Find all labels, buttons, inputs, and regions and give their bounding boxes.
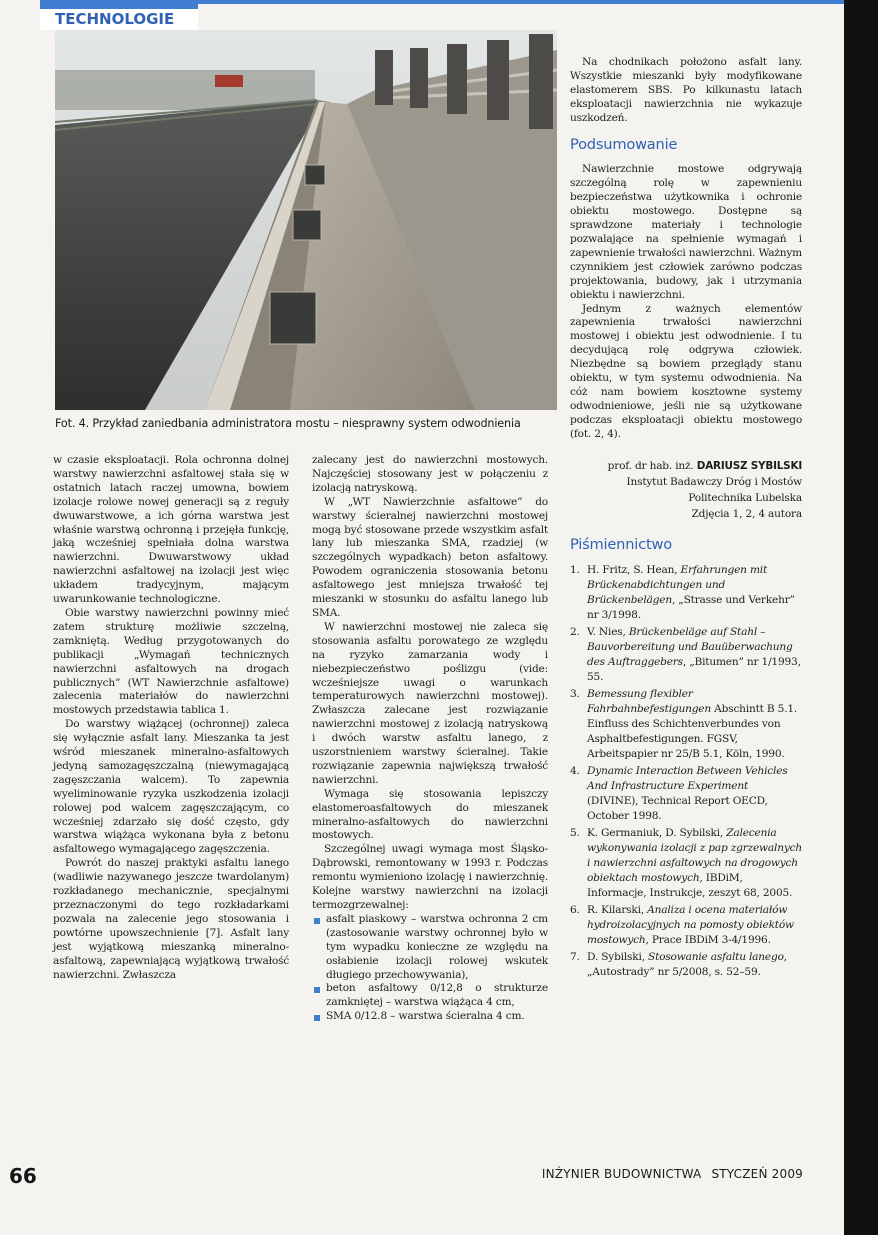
- reference-item: 1. H. Fritz, S. Hean, Erfahrungen mit Brückenabdichtungen und Brückenbelägen, „Strasse und Verkehr” nr 3/1998.: [570, 564, 795, 622]
- text-column-1: [53, 454, 289, 982]
- author-title: prof. dr hab. inż.: [607, 459, 694, 472]
- reference-item: 5. K. Germaniuk, D. Sybilski, Zalecenia wykonywania izolacji z pap zgrzewalnych i nawierzchni asfaltowych na drogowych obiektach mostowych, IBDiM, Informacje, Instrukcje, zeszyt 68, 2005.: [570, 827, 802, 900]
- section-label-text: TECHNOLOGIE: [55, 10, 175, 28]
- paragraph: Nawierzchnie mostowe odgrywają szczególną rolę w zapewnieniu bezpieczeństwa użytkownika i ochronie obiektu mostowego. Dostępne są sprawdzone materiały i technologie pozwalające na spełnienie wymagań i zapewnienie trwałości nawierzchni. Ważnym czynnikiem jest człowiek zarówno podczas projektowania, budowy, jak i utrzymania obiektu i nawierzchni.: [570, 163, 802, 301]
- list-item: SMA 0/12.8 – warstwa ścieralna 4 cm.: [312, 1010, 548, 1024]
- scan-page-edge: [844, 0, 878, 1235]
- text-column-2: [312, 454, 548, 1024]
- magazine-name: INŻYNIER BUDOWNICTWA: [541, 1167, 702, 1181]
- paragraph: W nawierzchni mostowej nie zaleca się stosowania asfaltu porowatego ze względu na ryzyko zamarzania wody i niebezpieczeństwo poślizgu (vide: wcześniejsze uwagi o warunkach temperaturowych nawierzchni mostowej). Zwłaszcza zalecane jest rozwiązanie nawierzchni mostowej z izolacją natryskową i dwóch warstw asfaltu lanego, z uszorstnieniem warstwy ścieralnej. Takie rozwiązanie zapewnia największą trwałość nawierzchni.: [312, 620, 548, 786]
- reference-item: 6. R. Kilarski, Analiza i ocena materiałów hydroizolacyjnych na pomosty obiektów mostowych, Prace IBDiM 3-4/1996.: [570, 904, 794, 947]
- photo-credit: Zdjęcia 1, 2, 4 autora: [691, 507, 802, 520]
- bridge-deck-photo: [55, 30, 557, 410]
- paragraph: Powrót do naszej praktyki asfaltu lanego (wadliwie nazywanego jeszcze twardolanym) rozkładanego mechanicznie, specjalnymi przeznaczonymi do tego rozkładarkami pozwala na zalecenie jego stosowania i powtórne upowszechnienie [7]. Asfalt lany jest wyjątkową mieszanką mineralno-asfaltową, zapewniającą wyjątkową trwałość nawierzchni. Zwłaszcza: [53, 857, 289, 981]
- paragraph: Wymaga się stosowania lepiszczy elastomeroasfaltowych do mieszanek mineralno-asfaltowych do nawierzchni mostowych.: [312, 787, 548, 842]
- text-column-3: [570, 56, 802, 982]
- paragraph: w czasie eksploatacji. Rola ochronna dolnej warstwy nawierzchni asfaltowej stała się w ostatnich latach raczej umowna, bowiem izolacje rolowe nowej generacji są z reguły dwuwarstwowe, a ich górna warstwa jest właśnie warstwą ochronną i przejęła funkcję, jaką wcześniej spełniała dolna warstwa nawierzchni. Dwuwarstwowy układ nawierzchni asfaltowej na izolacji jest więc układem tradycyjnym, mającym uwarunkowanie technologiczne.: [53, 454, 289, 606]
- list-item: asfalt piaskowy – warstwa ochronna 2 cm (zastosowanie warstwy ochronnej było w tym wypadku konieczne ze względu na osłabienie izolacji rolowej wskutek długiego przechowywania),: [312, 913, 548, 983]
- reference-item: 2. V. Nies, Brückenbeläge auf Stahl – Bauvorbereitung und Bauüberwachung des Auftraggebers, „Bitumen” nr 1/1993, 55.: [570, 626, 801, 684]
- summary-heading: Podsumowanie: [570, 135, 678, 153]
- layer-list: [312, 913, 548, 1024]
- author-block: [570, 458, 802, 522]
- paragraph: Obie warstwy nawierzchni powinny mieć zatem strukturę możliwie szczelną, zamkniętą. Według przygotowanych do publikacji „Wymagań technicznych nawierzchni asfaltowych na drogach publicznych” (WT Nawierzchnie asfaltowe) zalecenia materiałów do nawierzchni mostowych przedstawia tablica 1.: [53, 606, 289, 717]
- section-label: [40, 0, 198, 30]
- paragraph: Do warstwy wiążącej (ochronnej) zaleca się wyłącznie asfalt lany. Mieszanka ta jest wśród mieszanek mineralno-asfaltowych jedyną samozagęszczalną (niewymagającą zagęszczania walcem). To zapewnia wyeliminowanie ryzyka uszkodzenia izolacji rolowej pod walcem zagęszczającym, co wcześniej zdarzało się dość często, gdy warstwa wiążąca wykonana była z betonu asfaltowego wymagającego zagęszczenia.: [53, 718, 289, 856]
- paragraph: zalecany jest do nawierzchni mostowych. Najczęściej stosowany jest w połączeniu z izolacją natryskową.: [312, 454, 548, 494]
- reference-item: 4. Dynamic Interaction Between Vehicles And Infrastructure Experiment (DIVINE), Technical Report OECD, October 1998.: [570, 765, 788, 823]
- header-rule: [198, 0, 844, 4]
- issue-date: STYCZEŃ 2009: [711, 1167, 803, 1181]
- footer: [542, 1167, 803, 1181]
- author-affiliation: Politechnika Lubelska: [688, 491, 802, 504]
- paragraph: Jednym z ważnych elementów zapewnienia trwałości nawierzchni mostowej i obiektu jest odwodnienie. I tu decydującą rolę odgrywa człowiek. Niezbędne są bowiem przeglądy stanu obiektu, w tym systemu odwodnienia. Na cóż nam bowiem kosztowne systemy odwodnieniowe, jeśli nie są użytkowane podczas eksploatacji obiektu mostowego (fot. 2, 4).: [570, 302, 802, 440]
- author-name: DARIUSZ SYBILSKI: [696, 459, 802, 472]
- page-number: 66: [9, 1164, 37, 1188]
- reference-list: [570, 563, 802, 980]
- paragraph: Szczególnej uwagi wymaga most Śląsko-Dąbrowski, remontowany w 1993 r. Podczas remontu wymieniono izolację i nawierzchnię. Kolejne warstwy nawierzchni na izolacji termozgrzewalnej:: [312, 843, 548, 911]
- author-affiliation: Instytut Badawczy Dróg i Mostów: [626, 475, 802, 488]
- reference-item: 7. D. Sybilski, Stosowanie asfaltu lanego, „Autostrady” nr 5/2008, s. 52–59.: [570, 951, 787, 979]
- list-item: beton asfaltowy 0/12,8 o strukturze zamkniętej – warstwa wiążąca 4 cm,: [312, 982, 548, 1010]
- paragraph: W „WT Nawierzchnie asfaltowe” do warstwy ścieralnej nawierzchni mostowej mogą być stosowane przede wszystkim asfalt lany lub mieszanka SMA, rzadziej (w szczególnych wypadkach) beton asfaltowy. Powodem ograniczenia stosowania betonu asfaltowego jest mniejsza trwałość tej mieszanki w stosunku do asfaltu lanego lub SMA.: [312, 495, 548, 619]
- references-heading: Piśmiennictwo: [570, 535, 672, 553]
- paragraph: Na chodnikach położono asfalt lany. Wszystkie mieszanki były modyfikowane elastomerem SBS. Po kilkunastu latach eksploatacji nawierzchnia nie wykazuje uszkodzeń.: [570, 56, 802, 124]
- bridge-photo-icon: [55, 30, 557, 410]
- reference-item: 3. Bemessung flexibler Fahrbahnbefestigungen Abschintt B 5.1. Einfluss des Schichtenverbundes von Asphaltbefestigungen. FGSV, Arbeitspapier nr 25/B 5.1, Köln, 1990.: [570, 688, 798, 761]
- figure-caption: Fot. 4. Przykład zaniedbania administratora mostu – niesprawny system odwodnienia: [55, 417, 521, 430]
